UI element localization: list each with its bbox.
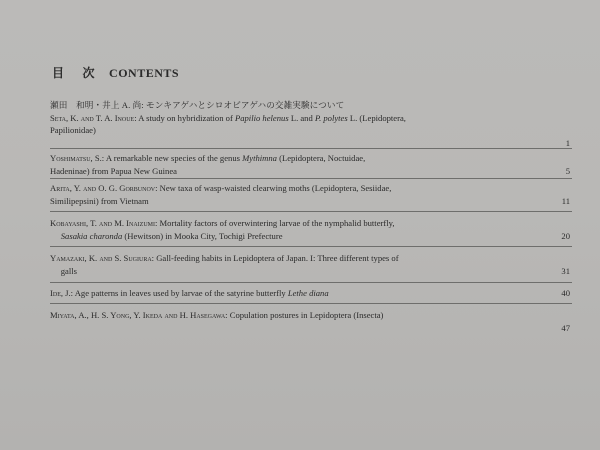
species-name: Sasakia charonda: [60, 230, 123, 241]
toc-entry-7[interactable]: [50, 309, 570, 334]
entry-authors: Kobayashi, T. and M. Inaizumi:: [50, 218, 158, 228]
entry-title-line-2: Papilionidae): [50, 125, 96, 135]
entry-title-line-1: Yamazaki, K. and S. Sugiura: Gall-feeding habits in Lepidoptera of Japan. I: Three different types of: [50, 253, 399, 263]
toc-entry-1[interactable]: [50, 99, 570, 149]
entry-jp-title: 瀬田 和明・井上 A. 尚: モンキアゲハとシロオビアゲハの交雑実験について: [50, 100, 345, 110]
entry-title-line-1: Yoshimatsu, S.: A remarkable new species of the genus Mythimna (Lepidoptera, Noctuidae,: [50, 153, 366, 163]
title-en: CONTENTS: [109, 66, 180, 80]
page-number: 5: [565, 165, 570, 176]
entry-title-line-2: Hadeninae) from Papua New Guinea 5: [50, 165, 570, 176]
divider: [50, 211, 572, 212]
page-number: 47: [561, 322, 570, 333]
title-jp-char-1: 目: [52, 66, 65, 80]
divider: [50, 148, 572, 149]
toc-entry-6[interactable]: [50, 287, 570, 300]
divider: [50, 303, 572, 304]
entry-authors: Ide, J.:: [50, 288, 74, 298]
entry-title-line-2: galls 31: [60, 265, 570, 276]
entry-title-line-2: Similipepsini) from Vietnam 11: [50, 195, 570, 206]
genus-name: Mythimna: [242, 153, 277, 163]
entry-authors: Seta, K. and T. A. Inoue:: [50, 112, 137, 123]
page-number: 31: [561, 265, 570, 276]
species-name: P. polytes: [314, 112, 348, 123]
toc-entry-3[interactable]: [50, 182, 570, 207]
page-number: 11: [561, 195, 570, 206]
entry-title-line-2: Sasakia charonda (Hewitson) in Mooka City, Tochigi Prefecture 20: [60, 230, 570, 241]
divider: [50, 246, 572, 247]
page-number: 1: [565, 137, 570, 148]
species-name: Papilio helenus: [234, 112, 289, 123]
entry-title-line-1: Ide, J.: Age patterns in leaves used by larvae of the satyrine butterfly Lethe diana 40: [50, 288, 570, 298]
species-name: Lethe diana: [287, 288, 329, 298]
toc-entry-2[interactable]: [50, 152, 570, 177]
divider: [50, 282, 572, 283]
page-number: 40: [561, 288, 570, 298]
entry-title-line-1: Arita, Y. and O. G. Gorbunov: New taxa of wasp-waisted clearwing moths (Lepidoptera, Sesiidae,: [50, 183, 392, 193]
toc-entry-5[interactable]: [50, 252, 570, 277]
toc-entry-4[interactable]: [50, 217, 570, 242]
entry-title-line-1: Kobayashi, T. and M. Inaizumi: Mortality factors of overwintering larvae of the nymphalid butterfly,: [50, 218, 395, 228]
entry-authors: Yoshimatsu, S.:: [50, 153, 105, 163]
entry-authors: Miyata, A., H. S. Yong, Y. Ikeda and H. Hasegawa:: [50, 310, 228, 320]
page-title: [52, 64, 179, 81]
page-number: 20: [561, 230, 570, 241]
title-jp-char-2: 次: [82, 66, 96, 80]
divider: [50, 178, 572, 179]
entry-authors: Arita, Y. and O. G. Gorbunov:: [50, 183, 158, 193]
entry-title-line-1: Seta, K. and T. A. Inoue: A study on hybridization of Papilio helenus L. and P. polytes L. (Lepidoptera,: [50, 112, 406, 123]
entry-title-line-1: Miyata, A., H. S. Yong, Y. Ikeda and H. Hasegawa: Copulation postures in Lepidoptera (Insecta): [50, 310, 384, 320]
entry-authors: Yamazaki, K. and S. Sugiura:: [50, 253, 155, 263]
